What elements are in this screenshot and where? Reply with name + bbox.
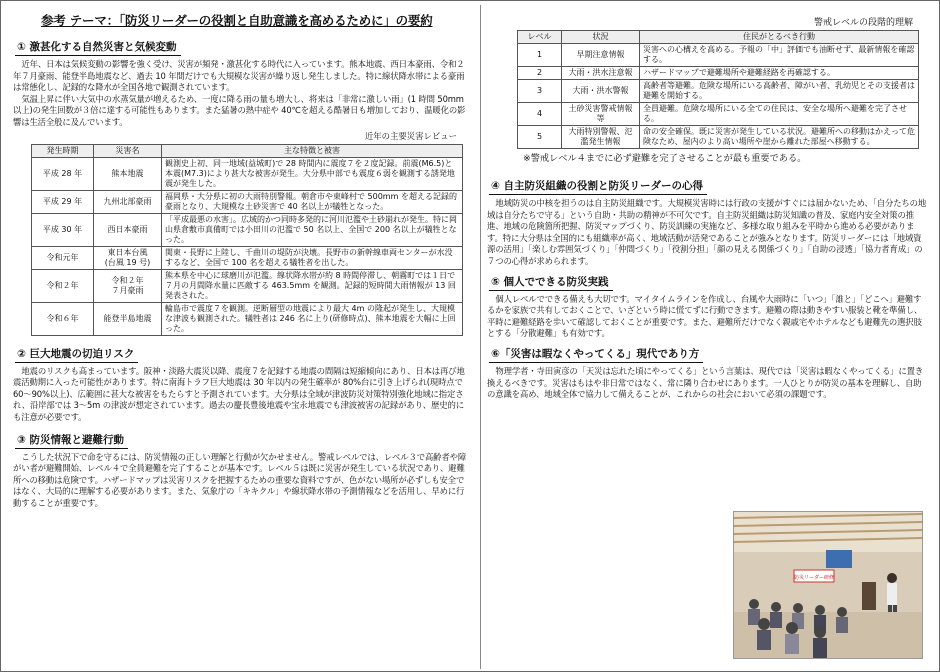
- section-3-paragraph: こうした状況下で命を守るには、防災情報の正しい理解と行動が欠かせません。警戒レベルでは、レベル３で高齢者や障がい者が避難開始、レベル４で全員避難を完了することが基本です。レベル５は既に災害が発生している状況であり、避難所への移動は危険です。ハザードマップは災害リスクを把握するための重要な資料ですが、色がない場所が必ずしも安全ではなく、大局的に理解する必要があります。また、気象庁の「キキクル」や線状降水帯の予測情報などを活用し、早めに行動することが重要です。: [13, 451, 467, 508]
- section-5-paragraph: 個人レベルでできる備えも大切です。マイタイムラインを作成し、台風や大雨時に「いつ」「誰と」「どこへ」避難するかを家族で共有しておくことで、いざという時に慌てずに行動できます。避難の際は動きやすい服装と靴を準備し、平時に避難経路を歩いて確認しておくことが重要です。また、避難所だけでなく親戚宅やホテルなども避難先の選択肢とする「分散避難」も有効です。: [487, 293, 923, 339]
- table-row: [32, 302, 463, 335]
- section-4-paragraph: 地域防災の中核を担うのは自主防災組織です。大規模災害時には行政の支援がすぐには届かないため、「自分たちの地域は自分たちで守る」という自助・共助の精神が不可欠です。自主防災組織は防災知識の普及、家庭内安全対策の推進、地域の危険箇所把握、防災マップづくり、防災訓練の実施など、多様な取り組みを平時から進める必要があります。特に大分県は全国的にも組織率が高く、地域活動が活発であることが強みとなります。防災リーダーには「地域資源の活用」「楽しむ雰囲気づくり」「仲間づくり」「役割分担」「顔の見える関係づくり」「自助の浸透」「協力者育成」の７つの心得が求められます。: [487, 198, 927, 266]
- page-title: 参考 テーマ：「防災リーダーの役割と自助意識を高めるために」の要約: [41, 13, 433, 28]
- disaster-name-cell: 西日本豪雨: [94, 213, 162, 246]
- level-cell: 3: [518, 80, 562, 103]
- disaster-name-cell: 九州北部豪雨: [94, 190, 162, 213]
- disaster-name-cell: 熊本地震: [94, 157, 162, 190]
- action-cell: 高齢者等避難。危険な場所にいる高齢者、障がい者、乳幼児とその支援者は避難を開始する。: [640, 80, 919, 103]
- disaster-name-cell: 東日本台風 (台風 19 号): [94, 246, 162, 269]
- disaster-table-caption: 近年の主要災害レビュー: [364, 130, 457, 141]
- level-cell: 4: [518, 103, 562, 126]
- period-cell: 令和元年: [32, 246, 94, 269]
- action-cell: 災害への心構えを高める。予報の「中」評価でも油断せず、最新情報を確認する。: [640, 44, 919, 67]
- left-column: [13, 7, 471, 510]
- disaster-review-table: [31, 144, 463, 336]
- section-6-heading: ⑥「災害は暇なくやってくる」現代であり方: [489, 346, 703, 363]
- table-row: [518, 103, 919, 126]
- warning-table-body: [518, 44, 919, 149]
- disaster-name-cell: 令和２年 ７月豪雨: [94, 269, 162, 302]
- table-header-features: 主な特徴と被害: [162, 144, 463, 157]
- section-1-paragraph-1: 近年、日本は気候変動の影響を強く受け、災害が頻発・激甚化する時代に入っています。熊本地震、西日本豪雨、令和２年７月豪雨、能登半島地震など、過去 10 年間だけでも大規模な災害が繰り返し発生しました。特に線状降水帯による豪雨は常態化し、記録的な降水が全国各地で観測されています。: [13, 59, 465, 93]
- situation-cell: 土砂災害警戒情報等: [562, 103, 640, 126]
- table-row: [518, 67, 919, 80]
- situation-cell: 大雨特別警報、氾濫発生情報: [562, 126, 640, 149]
- training-session-photo: [733, 511, 923, 659]
- level-cell: 2: [518, 67, 562, 80]
- table-row: [32, 269, 463, 302]
- section-1-heading: ① 激甚化する自然災害と気候変動: [15, 39, 181, 56]
- period-cell: 平成 30 年: [32, 213, 94, 246]
- level-cell: 1: [518, 44, 562, 67]
- section-1-paragraph-2: 気温上昇に伴い大気中の水蒸気量が増えるため、一度に降る雨の量も増大し、将来は「非常に激しい雨」(1 時間 50mm 以上)の発生回数が３倍に達する可能性もあります。また猛暑の熱中症や 40℃を超える酷暑日も増加しており、温暖化の影響は生活全般に及んでいます。: [13, 93, 466, 127]
- features-cell: 福岡県・大分県に初の大雨特別警報。朝倉市や東峰村で 500mm を超える記録的豪雨となり、大規模な土砂災害で 40 名以上が犠牲となった。: [162, 190, 463, 213]
- table-row: [518, 126, 919, 149]
- section-6-paragraph: 物理学者・寺田寅彦の「天災は忘れた頃にやってくる」という言葉は、現代では「災害は暇なくやってくる」に置き換えるべきです。災害はもはや非日常ではなく、常に隣り合わせにあります。一人ひとりが防災の基本を理解し、自助の意識を高め、地域全体で協力して備えることが、これからの社会において必須の課題です。: [487, 365, 924, 400]
- disaster-name-cell: 能登半島地震: [94, 302, 162, 335]
- table-row: [518, 44, 919, 67]
- table-header-row: [32, 144, 463, 157]
- warning-level-table: [517, 30, 919, 149]
- situation-cell: 大雨・洪水警報: [562, 80, 640, 103]
- section-4-heading: ④ 自主防災組織の役割と防災リーダーの心得: [489, 178, 707, 195]
- section-5-heading: ⑤ 個人でできる防災実践: [489, 274, 613, 291]
- period-cell: 平成 28 年: [32, 157, 94, 190]
- situation-cell: 早期注意情報: [562, 44, 640, 67]
- section-2-heading: ② 巨大地震の切迫リスク: [15, 346, 138, 363]
- action-cell: ハザードマップで避難場所や避難経路を再確認する。: [640, 67, 919, 80]
- features-cell: 観測史上初、同一地域(益城町)で 28 時間内に震度７を２度記録。前震(M6.5)と本震(M7.3)により甚大な被害が発生。大分県中部でも震度６弱を観測する誘発地震が発生した。: [162, 157, 463, 190]
- table-row: [32, 246, 463, 269]
- table-row: [32, 190, 463, 213]
- features-cell: 熊本県を中心に球磨川が氾濫。線状降水帯が約 8 時間停滞し、朝霧町では１日で７月の月間降水量に匹敵する 463.5mm を観測。記録的短時間大雨情報が 13 回発表された。: [162, 269, 463, 302]
- table-header-level: レベル: [518, 31, 562, 44]
- table-header-row: [518, 31, 919, 44]
- disaster-table-body: [32, 157, 463, 335]
- situation-cell: 大雨・洪水注意報: [562, 67, 640, 80]
- features-cell: 関東・長野に上陸し、千曲川の堤防が決壊。長野市の新幹線車両センターが水没するなど、全国で 100 名を超える犠牲者を出した。: [162, 246, 463, 269]
- features-cell: 「平成最悪の水害」。広域的かつ同時多発的に河川氾濫や土砂崩れが発生。特に岡山県倉敷市真備町では小田川の氾濫で 50 名以上、全国で 200 名以上が犠牲となった。: [162, 213, 463, 246]
- action-cell: 命の安全確保。既に災害が発生している状況。避難所への移動はかえって危険なため、屋内のより高い場所や崖から離れた部屋へ移動する。: [640, 126, 919, 149]
- table-row: [32, 157, 463, 190]
- section-2-paragraph: 地震のリスクも高まっています。阪神・淡路大震災以降、震度７を記録する地震の間隔は短縮傾向にあり、日本は再び地震活動期に入った可能性があります。特に南海トラフ巨大地震は 30 年以内の発生確率が 80%台に引き上げられ(現時点で 60～90%以上)、広範囲に甚大な被害をもたらすと予測されています。大分県は全域が津波防災対策特別強化地域に指定され、沿岸部では 3～5m の津波が想定されています。過去の慶長豊後地震や宝永地震でも津波被害の記録があり、歴史的にも注意が必要です。: [13, 365, 465, 422]
- right-column: [487, 7, 929, 581]
- action-cell: 全員避難。危険な場所にいる全ての住民は、安全な場所へ避難を完了させる。: [640, 103, 919, 126]
- period-cell: 平成 29 年: [32, 190, 94, 213]
- column-divider: [480, 5, 481, 669]
- table-header-period: 発生時期: [32, 144, 94, 157]
- warning-table-caption: 警戒レベルの段階的理解: [813, 18, 913, 28]
- period-cell: 令和６年: [32, 302, 94, 335]
- training-photo-illustration: [734, 512, 923, 659]
- table-header-action: 住民がとるべき行動: [640, 31, 919, 44]
- table-row: [518, 80, 919, 103]
- table-row: [32, 213, 463, 246]
- period-cell: 令和２年: [32, 269, 94, 302]
- warning-note: ※警戒レベル４までに必ず避難を完了させることが最も重要である。: [523, 153, 807, 164]
- level-cell: 5: [518, 126, 562, 149]
- table-header-situation: 状況: [562, 31, 640, 44]
- section-3-heading: ③ 防災情報と避難行動: [15, 432, 128, 449]
- features-cell: 輪島市で震度７を観測。逆断層型の地震により最大 4m の隆起が発生し、大規模な津波も観測された。犠牲者は 246 名に上り(研修時点)、熊本地震を大幅に上回った。: [162, 302, 463, 335]
- table-header-disaster: 災害名: [94, 144, 162, 157]
- screen-banner-text: 防災リーダー研修: [793, 575, 835, 581]
